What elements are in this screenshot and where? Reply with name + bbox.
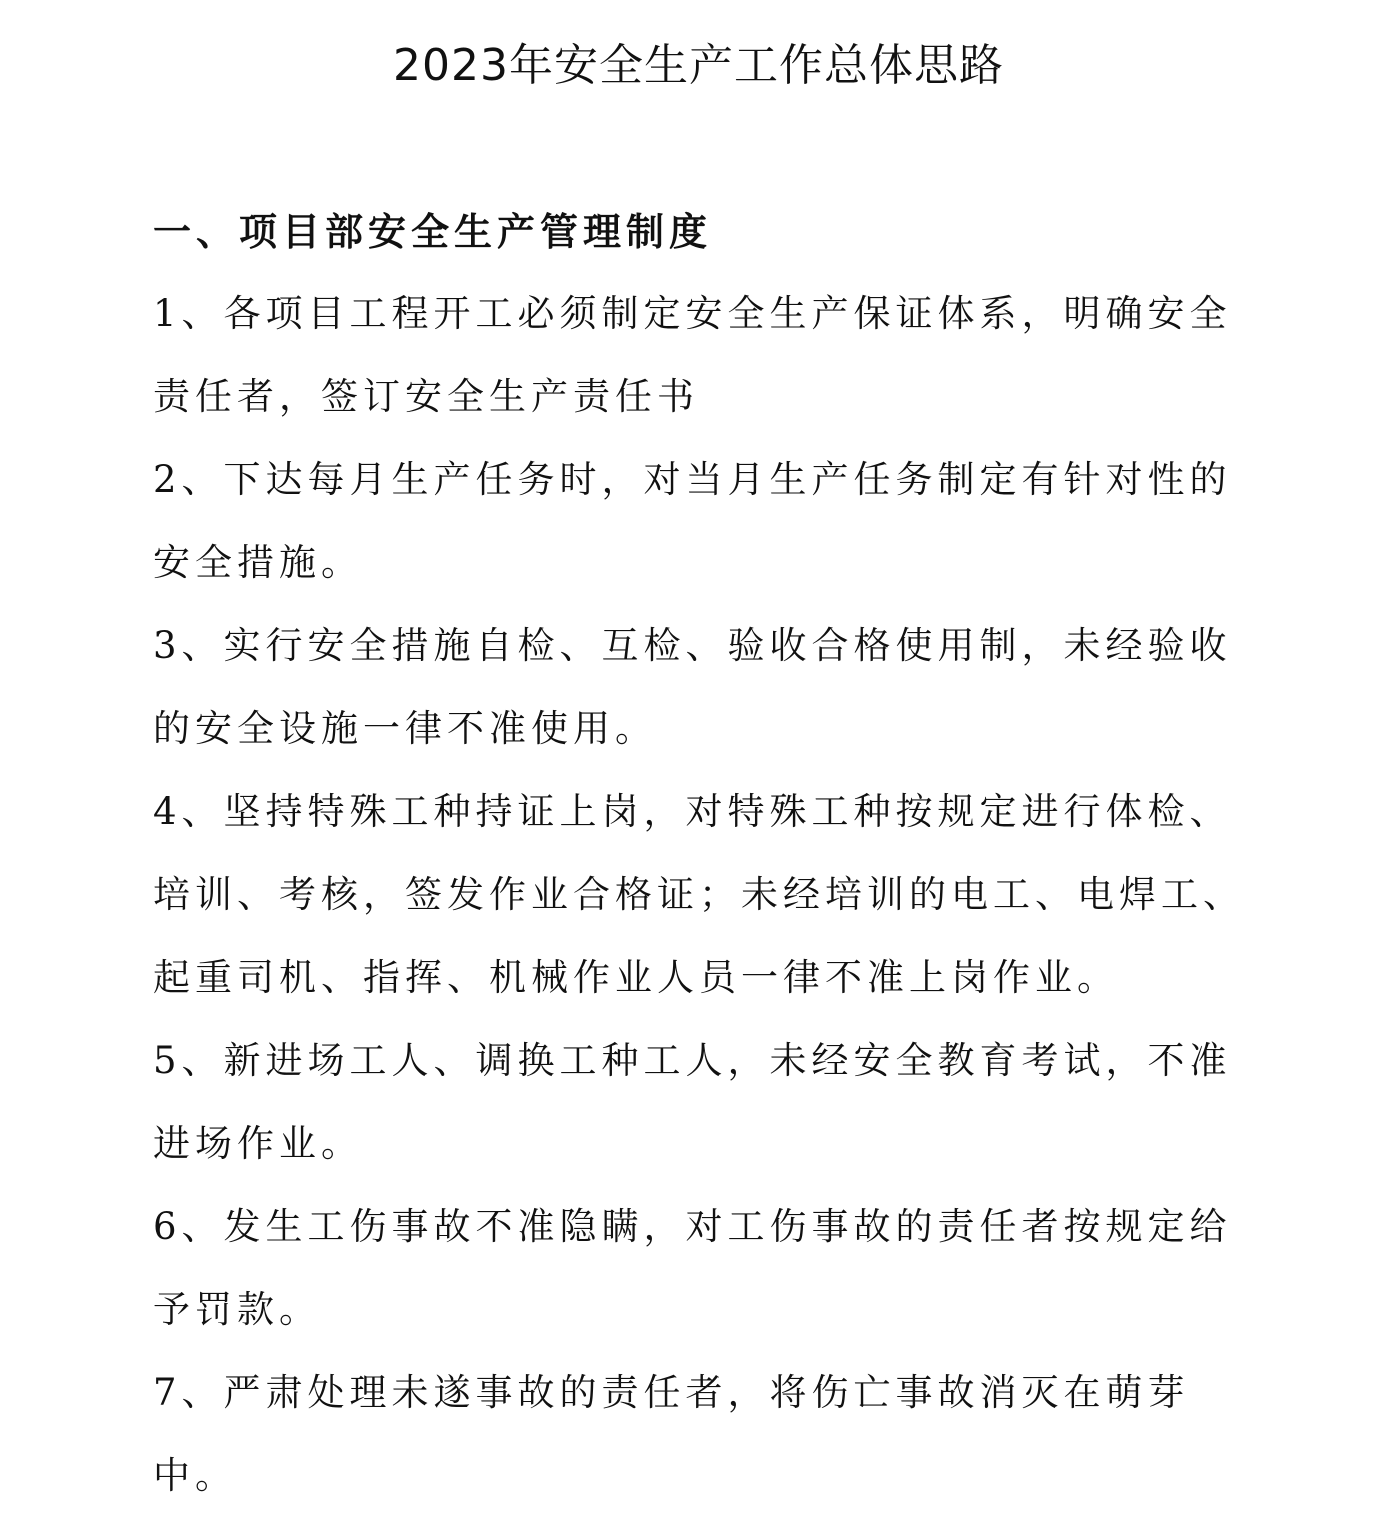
section-heading: 一、项目部安全生产管理制度 xyxy=(153,209,713,254)
document-title: 2023年安全生产工作总体思路 xyxy=(393,40,1004,91)
list-item: 6、发生工伤事故不准隐瞒，对工伤事故的责任者按规定给予罚款。 xyxy=(153,1205,1232,1331)
list-item: 3、实行安全措施自检、互检、验收合格使用制，未经验收的安全设施一律不准使用。 xyxy=(153,624,1232,750)
document-body xyxy=(153,272,1263,1517)
list-item: 1、各项目工程开工必须制定安全生产保证体系，明确安全责任者，签订安全生产责任书 xyxy=(153,292,1232,418)
list-item: 2、下达每月生产任务时，对当月生产任务制定有针对性的安全措施。 xyxy=(153,458,1232,584)
list-item: 7、严肃处理未遂事故的责任者，将伤亡事故消灭在萌芽中。 xyxy=(153,1371,1190,1497)
list-item: 5、新进场工人、调换工种工人，未经安全教育考试，不准进场作业。 xyxy=(153,1039,1232,1165)
list-item: 4、坚持特殊工种持证上岗，对特殊工种按规定进行体检、培训、考核，签发作业合格证；未经培训的电工、电焊工、起重司机、指挥、机械作业人员一律不准上岗作业。 xyxy=(153,790,1245,999)
